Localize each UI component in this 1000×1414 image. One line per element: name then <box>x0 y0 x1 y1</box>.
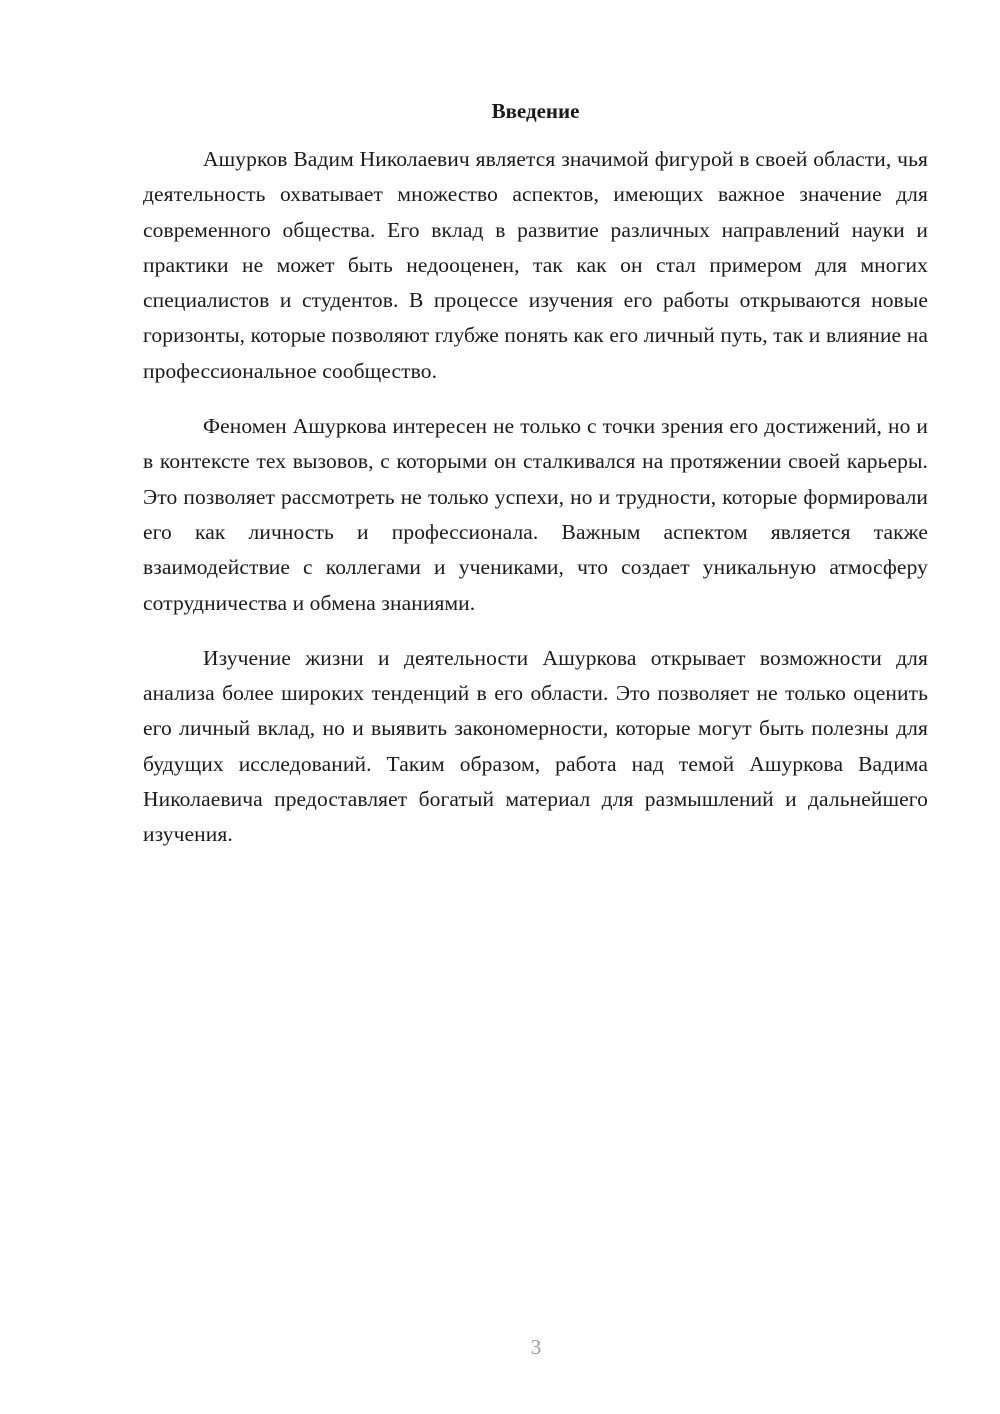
page-number: 3 <box>530 1335 542 1359</box>
paragraph-3: Изучение жизни и деятельности Ашуркова открывает возможности для анализа более широких тенденций в его области. Это позволяет не только оценить его личный вклад, но и выявить закономерности, которые могут быть полезны для будущих исследований. Таким образом, работа над темой Ашуркова Вадима Николаевича предоставляет богатый материал для размышлений и дальнейшего изучения. <box>143 645 928 847</box>
body-text <box>143 142 928 873</box>
section-heading: Введение <box>491 99 580 123</box>
paragraph-1: Ашурков Вадим Николаевич является значимой фигурой в своей области, чья деятельность охватывает множество аспектов, имеющих важное значение для современного общества. Его вклад в развитие различных направлений науки и практики не может быть недооценен, так как он стал примером для многих специалистов и студентов. В процессе изучения его работы открываются новые горизонты, которые позволяют глубже понять как его личный путь, так и влияние на профессиональное сообщество. <box>143 147 928 383</box>
paragraph-2: Феномен Ашуркова интересен не только с точки зрения его достижений, но и в контексте тех вызовов, с которыми он сталкивался на протяжении своей карьеры. Это позволяет рассмотреть не только успехи, но и трудности, которые формировали его как личность и профессионала. Важным аспектом является также взаимодействие с коллегами и учениками, что создает уникальную атмосферу сотрудничества и обмена знаниями. <box>143 414 928 615</box>
